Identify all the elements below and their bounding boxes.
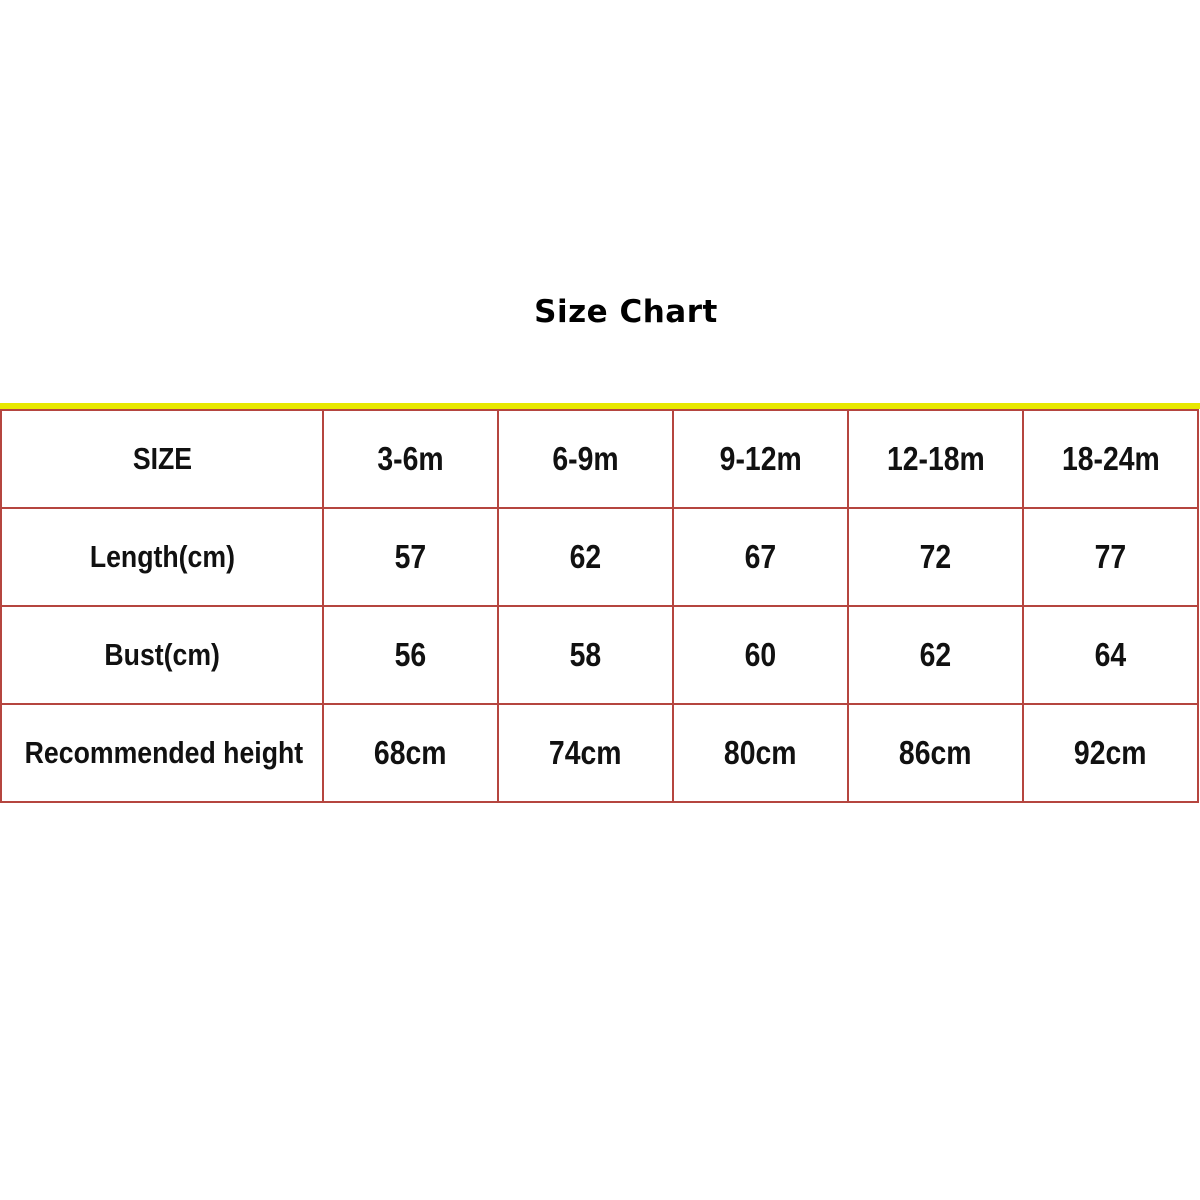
- row-label: [1, 410, 323, 508]
- table-cell: [1023, 704, 1198, 802]
- table-row: [1, 606, 1198, 704]
- size-header-cell: [848, 410, 1023, 508]
- cell-value: 62: [919, 636, 952, 673]
- cell-value: 92cm: [1074, 734, 1147, 771]
- row-label: [1, 508, 323, 606]
- cell-value: 62: [569, 538, 602, 575]
- cell-value: 86cm: [899, 734, 972, 771]
- table-row: [1, 704, 1198, 802]
- size-header-cell: [673, 410, 848, 508]
- size-header-text: 18-24m: [1061, 440, 1160, 477]
- table-cell: [323, 606, 498, 704]
- size-header-cell: [1023, 410, 1198, 508]
- table-cell: [673, 508, 848, 606]
- table-cell: [323, 704, 498, 802]
- row-label: [1, 704, 323, 802]
- table-cell: [323, 508, 498, 606]
- row-label-text: Recommended height: [24, 735, 304, 770]
- table-cell: [498, 508, 673, 606]
- cell-value: 80cm: [724, 734, 797, 771]
- cell-value: 58: [569, 636, 602, 673]
- row-label-text: Bust(cm): [104, 637, 220, 672]
- cell-value: 77: [1094, 538, 1127, 575]
- size-table: [0, 409, 1199, 803]
- table-cell: [1023, 606, 1198, 704]
- size-header-text: 6-9m: [552, 440, 619, 477]
- cell-value: 67: [744, 538, 777, 575]
- row-label-text: SIZE: [132, 441, 192, 476]
- table-row: [1, 508, 1198, 606]
- table-cell: [673, 606, 848, 704]
- cell-value: 56: [394, 636, 427, 673]
- page-title: Size Chart: [534, 294, 718, 330]
- row-label-text: Length(cm): [89, 539, 235, 574]
- cell-value: 57: [394, 538, 427, 575]
- size-header-cell: [323, 410, 498, 508]
- table-cell: [848, 704, 1023, 802]
- cell-value: 60: [744, 636, 777, 673]
- row-label: [1, 606, 323, 704]
- cell-value: 72: [919, 538, 952, 575]
- cell-value: 64: [1094, 636, 1127, 673]
- size-header-cell: [498, 410, 673, 508]
- table-header-row: [1, 410, 1198, 508]
- table-cell: [498, 606, 673, 704]
- table-cell: [498, 704, 673, 802]
- size-header-text: 3-6m: [377, 440, 444, 477]
- cell-value: 68cm: [374, 734, 447, 771]
- size-header-text: 12-18m: [886, 440, 985, 477]
- table-cell: [848, 508, 1023, 606]
- table-cell: [673, 704, 848, 802]
- size-header-text: 9-12m: [719, 440, 802, 477]
- cell-value: 74cm: [549, 734, 622, 771]
- table-cell: [1023, 508, 1198, 606]
- table-cell: [848, 606, 1023, 704]
